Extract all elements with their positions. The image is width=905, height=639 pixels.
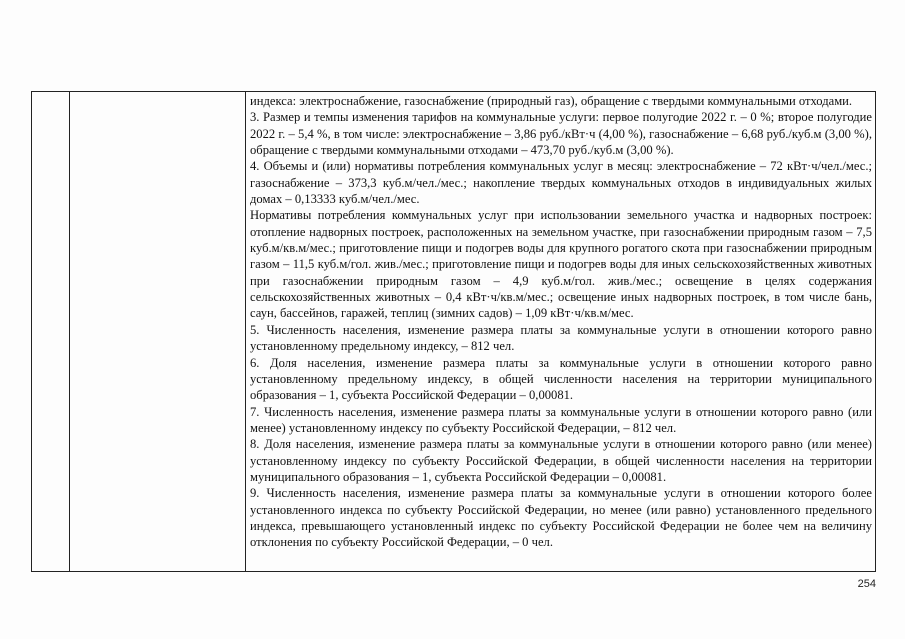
paragraph: 5. Численность населения, изменение размера платы за коммунальные услуги в отношении которого равно установленному предельному индексу, – 812 чел.	[250, 322, 872, 354]
paragraph: Нормативы потребления коммунальных услуг при использовании земельного участка и надворных построек: отопление надворных построек, расположенных на земельном участке, при газоснабжении природным газом – 7,5 куб.м/кв.м/мес.; приготовление пищи и подогрев воды для крупного рогатого скота при газоснабжении природным газом – 11,5 куб.м/гол. жив./мес.; приготовление пищи и подогрев воды для иных сельскохозяйственных животных при газоснабжении природным газом – 4,9 куб.м/гол. жив./мес.; освещение в целях содержания сельскохозяйственных животных – 0,4 кВт·ч/кв.м/мес.; освещение иных надворных построек, в том числе бань, саун, бассейнов, гаражей, теплиц (зимних садов) – 1,09 кВт·ч/кв.м/мес.	[250, 208, 872, 321]
paragraph: 4. Объемы и (или) нормативы потребления коммунальных услуг в месяц: электроснабжение – 72 кВт·ч/чел./мес.; газоснабжение – 373,3 куб.м/чел./мес.; накопление твердых коммунальных отходов в индивидуальных жилых домах – 0,13333 куб.м/чел./мес.	[250, 159, 872, 207]
column-divider	[245, 92, 246, 571]
paragraph: 6. Доля населения, изменение размера платы за коммунальные услуги в отношении которого равно установленному предельному индексу, в общей численности населения на территории муниципального образования – 1, субъекта Российской Федерации – 0,00081.	[250, 355, 872, 403]
paragraph: 3. Размер и темпы изменения тарифов на коммунальные услуги: первое полугодие 2022 г. – 0 %; второе полугодие 2022 г. – 5,4 %, в том числе: электроснабжение – 3,86 руб./кВт·ч (4,00 %), газоснабжение – 6,68 руб./куб.м (3,00 %), обращение с твердыми коммунальными отходами – 473,70 руб./куб.м (3,00 %).	[250, 110, 872, 158]
column-divider	[69, 92, 70, 571]
paragraph: 7. Численность населения, изменение размера платы за коммунальные услуги в отношении которого равно (или менее) установленному индексу по субъекту Российской Федерации, – 812 чел.	[250, 404, 872, 435]
paragraph: индекса: электроснабжение, газоснабжение (природный газ), обращение с твердыми коммунальными отходами.	[250, 94, 853, 108]
data-table	[31, 91, 876, 572]
page-number: 254	[857, 578, 876, 590]
paragraph: 8. Доля населения, изменение размера платы за коммунальные услуги в отношении которого равно (или менее) установленному индексу по субъекту Российской Федерации, в общей численности населения на территории муниципального образования – 1, субъекта Российской Федерации – 0,00081.	[250, 437, 872, 484]
table-cell-text	[250, 93, 872, 551]
paragraph: 9. Численность населения, изменение размера платы за коммунальные услуги в отношении которого более установленного индекса по субъекту Российской Федерации, но менее (или равно) установленного предельного индекса, превышающего установленный индекс по субъекту Российской Федерации не более чем на величину отклонения по субъекту Российской Федерации, – 0 чел.	[250, 486, 872, 550]
